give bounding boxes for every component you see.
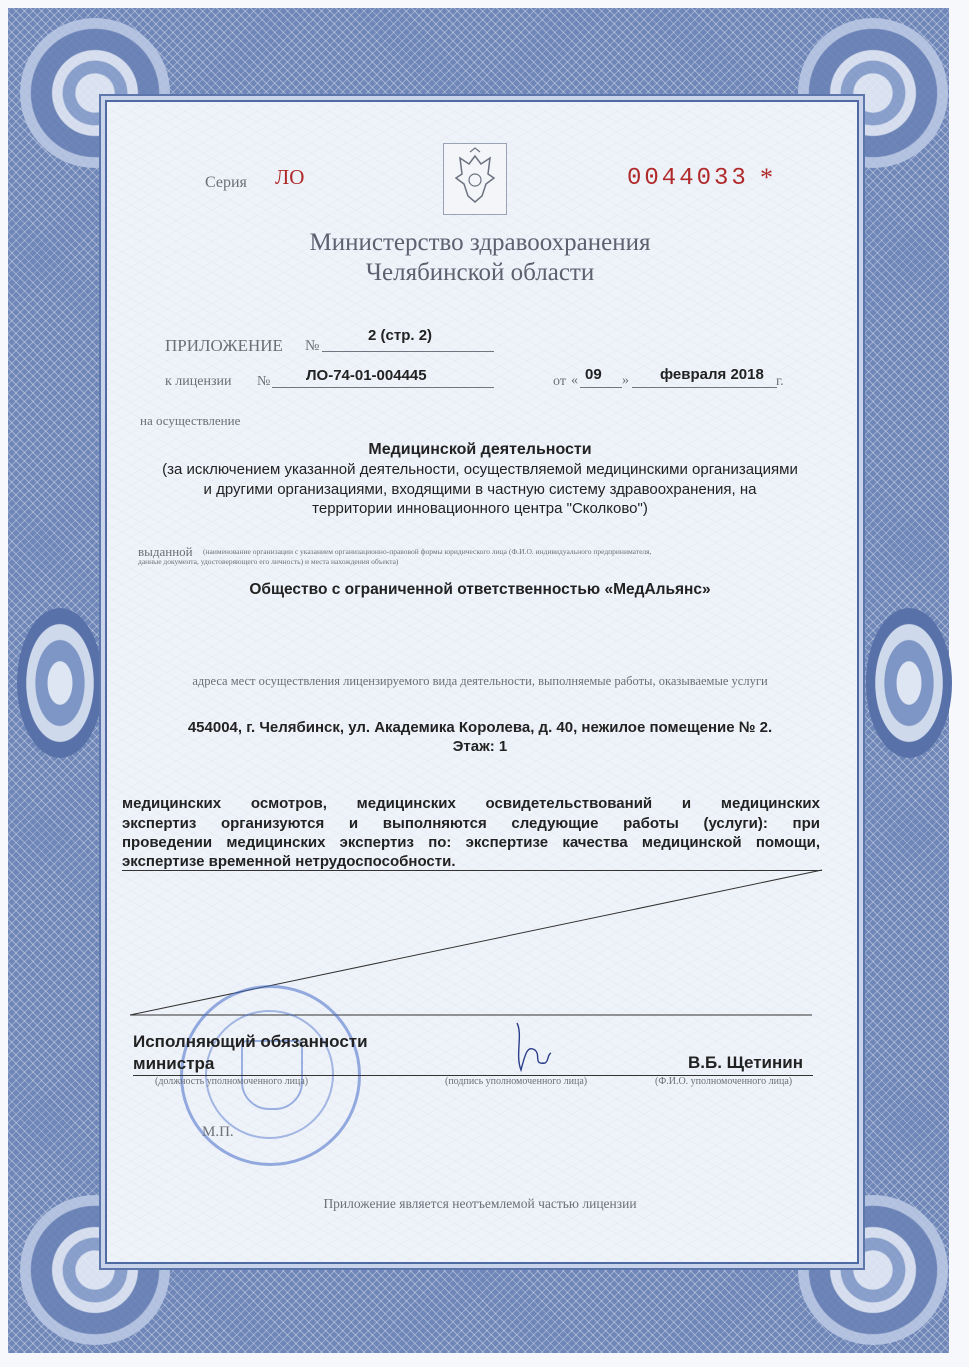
caption-name: (Ф.И.О. уполномоченного лица)	[655, 1076, 793, 1087]
caption-position: (должность уполномоченного лица)	[155, 1076, 309, 1087]
services-line3: проведении медицинских экспертиз по: экспертизе качества медицинской помощи,	[122, 834, 820, 851]
license-day: 09	[585, 366, 602, 383]
appendix-no-sign: №	[305, 338, 320, 354]
issued-to-hint-line1: (наименование организации с указанием организационно-правовой формы юридического лица (Ф.И.О. индивидуального предпринимателя,	[203, 547, 652, 556]
activity-desc-line1: (за исключением указанной деятельности, осуществляемой медицинскими организациями	[162, 461, 798, 478]
coat-of-arms-emblem	[443, 143, 507, 215]
license-quote-open: «	[571, 373, 578, 388]
signatory-name: В.Б. Щетинин	[688, 1053, 803, 1072]
license-number: ЛО-74-01-004445	[306, 367, 427, 384]
appendix-underline	[322, 351, 494, 352]
address-label: адреса мест осуществления лицензируемого вида деятельности, выполняемые работы, оказываемые услуги	[192, 674, 768, 688]
activity-label: на осуществление	[140, 413, 241, 428]
services-line2: экспертиз организуются и выполняются следующие работы (услуги): при	[122, 815, 820, 832]
license-label: к лицензии	[165, 374, 232, 389]
appendix-label: ПРИЛОЖЕНИЕ	[165, 336, 283, 355]
license-from-label: от	[553, 374, 566, 389]
organization-name: Общество с ограниченной ответственностью «МедАльянс»	[249, 581, 711, 598]
license-number-underline	[272, 387, 494, 388]
address-line1: 454004, г. Челябинск, ул. Академика Королева, д. 40, нежилое помещение № 2.	[187, 719, 773, 736]
address-line2: Этаж: 1	[452, 738, 508, 755]
handwritten-signature	[505, 1015, 555, 1080]
license-month-year: февраля 2018	[660, 366, 764, 383]
form-number: 0044033	[627, 165, 749, 192]
side-medal-left	[17, 608, 103, 758]
side-medal-right	[866, 608, 952, 758]
services-underline	[122, 870, 822, 871]
license-day-underline	[580, 387, 622, 388]
activity-desc-line3: территории инновационного центра "Сколково")	[312, 500, 648, 517]
activity-desc-line2: и другими организациями, входящими в частную систему здравоохранения, на	[203, 481, 757, 498]
license-quote-close: »	[622, 373, 629, 388]
issued-to-hint-line2: данные документа, удостоверяющего его личность) и места нахождения объекта)	[138, 557, 399, 566]
issuer-line2: Челябинской области	[365, 259, 595, 286]
issued-to-label: выданной	[138, 544, 193, 559]
activity-title: Медицинской деятельности	[368, 441, 592, 458]
double-headed-eagle-icon	[444, 144, 506, 214]
series-value: ЛО	[275, 165, 305, 189]
caption-signature: (подпись уполномоченного лица)	[445, 1076, 588, 1087]
license-year-suffix: г.	[776, 374, 784, 389]
services-line4: экспертизе временной нетрудоспособности.	[122, 853, 456, 870]
license-no-sign: №	[257, 374, 271, 389]
footer-note: Приложение является неотъемлемой частью лицензии	[323, 1196, 637, 1211]
seal-place-label: М.П.	[202, 1124, 234, 1140]
services-line1: медицинских осмотров, медицинских освидетельствований и медицинских	[122, 795, 820, 812]
signatory-position-line2: министра	[133, 1054, 215, 1073]
appendix-value: 2 (стр. 2)	[368, 327, 433, 344]
form-star: *	[760, 163, 773, 192]
series-label: Серия	[205, 174, 247, 191]
license-date-underline	[632, 387, 777, 388]
signatory-position-line1: Исполняющий обязанности	[133, 1032, 368, 1051]
issuer-line1: Министерство здравоохранения	[309, 229, 651, 256]
